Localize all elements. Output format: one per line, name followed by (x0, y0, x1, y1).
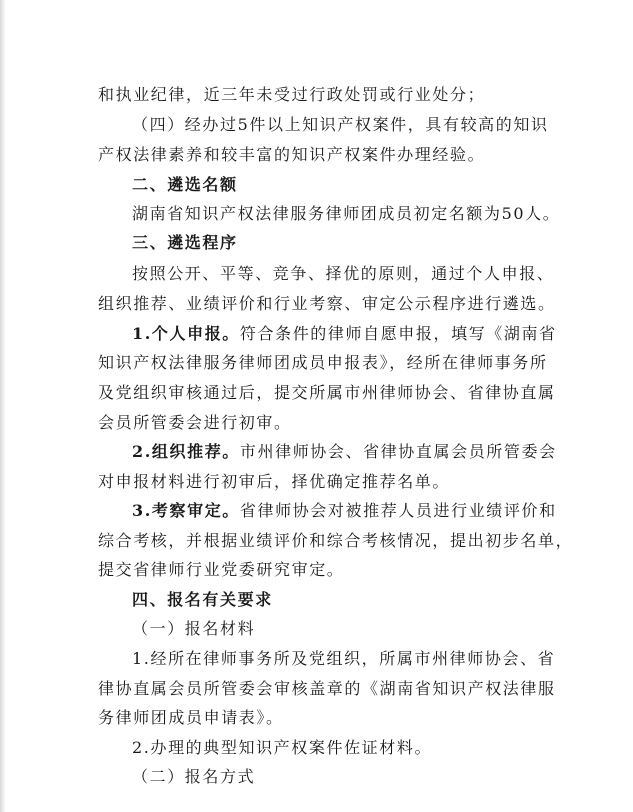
line-text: 综合考核，并根据业绩评价和综合考核情况，提出初步名单， (98, 531, 574, 550)
line-text: 省律师协会对被推荐人员进行业绩评价和 (239, 501, 557, 520)
item-lead-personal-application: 1.个人申报。 (132, 324, 240, 343)
line-text: 符合条件的律师自愿申报，填写《湖南省 (239, 324, 557, 343)
line-text: 知识产权法律服务律师团成员申报表》，经所在律师事务所 (98, 353, 548, 372)
text-line-11 (0, 378, 633, 408)
line-text: 及党组织审核通过后，提交所属市州律师协会、省律协直属 (98, 383, 556, 402)
line-text: 和执业纪律，近三年未受过行政处罚或行业处分； (98, 85, 486, 104)
item-lead-organization-recommend: 2.组织推荐。 (132, 442, 240, 461)
line-text: （二）报名方式 (132, 767, 256, 786)
line-text: （四）经办过5件以上知识产权案件，具有较高的知识 (132, 115, 549, 134)
line-text: 市州律师协会、省律协直属会员所管委会 (239, 442, 557, 461)
line-text: 提交省律师行业党委研究审定。 (98, 560, 345, 579)
text-line-7 (0, 259, 633, 289)
line-text: 组织推荐、业绩评价和行业考察、审定公示程序进行遴选。 (98, 294, 556, 313)
heading-text: 三、遴选程序 (132, 233, 238, 252)
section-heading-requirements (0, 585, 633, 615)
item-lead-review-approval: 3.考察审定。 (132, 501, 240, 520)
text-line-12 (0, 408, 633, 438)
line-text: 务律师团成员申请表》。 (98, 708, 284, 727)
text-line-23 (0, 733, 633, 763)
heading-text: 二、遴选名额 (132, 175, 238, 194)
section-heading-procedure (0, 228, 633, 258)
text-line-15 (0, 496, 633, 526)
text-line-3 (0, 140, 633, 170)
text-line-19 (0, 614, 633, 644)
text-line-20 (0, 644, 633, 674)
line-text: 会员所管委会进行初审。 (98, 413, 292, 432)
line-text: （一）报名材料 (132, 619, 256, 638)
line-text: 湖南省知识产权法律服务律师团成员初定名额为50人。 (132, 204, 561, 223)
text-line-2 (0, 110, 633, 140)
line-text: 2.办理的典型知识产权案件佐证材料。 (132, 738, 433, 757)
text-line-22 (0, 703, 633, 733)
line-text: 产权法律素养和较丰富的知识产权案件办理经验。 (98, 145, 486, 164)
text-line-5 (0, 199, 633, 229)
text-line-9 (0, 319, 633, 349)
text-line-16 (0, 526, 633, 556)
text-line-17 (0, 555, 633, 585)
section-heading-quota (0, 170, 633, 200)
text-line-21 (0, 674, 633, 704)
text-line-8 (0, 289, 633, 319)
line-text: 1.经所在律师事务所及党组织，所属市州律师协会、省 (132, 649, 556, 668)
line-text: 按照公开、平等、竞争、择优的原则，通过个人申报、 (132, 264, 555, 283)
text-line-10 (0, 348, 633, 378)
text-line-24 (0, 762, 633, 792)
line-text: 对申报材料进行初审后，择优确定推荐名单。 (98, 472, 451, 491)
text-line-14 (0, 467, 633, 497)
line-text: 律协直属会员所管委会审核盖章的《湖南省知识产权法律服 (98, 679, 556, 698)
heading-text: 四、报名有关要求 (132, 590, 273, 609)
text-line-1 (0, 80, 633, 110)
text-line-13 (0, 437, 633, 467)
